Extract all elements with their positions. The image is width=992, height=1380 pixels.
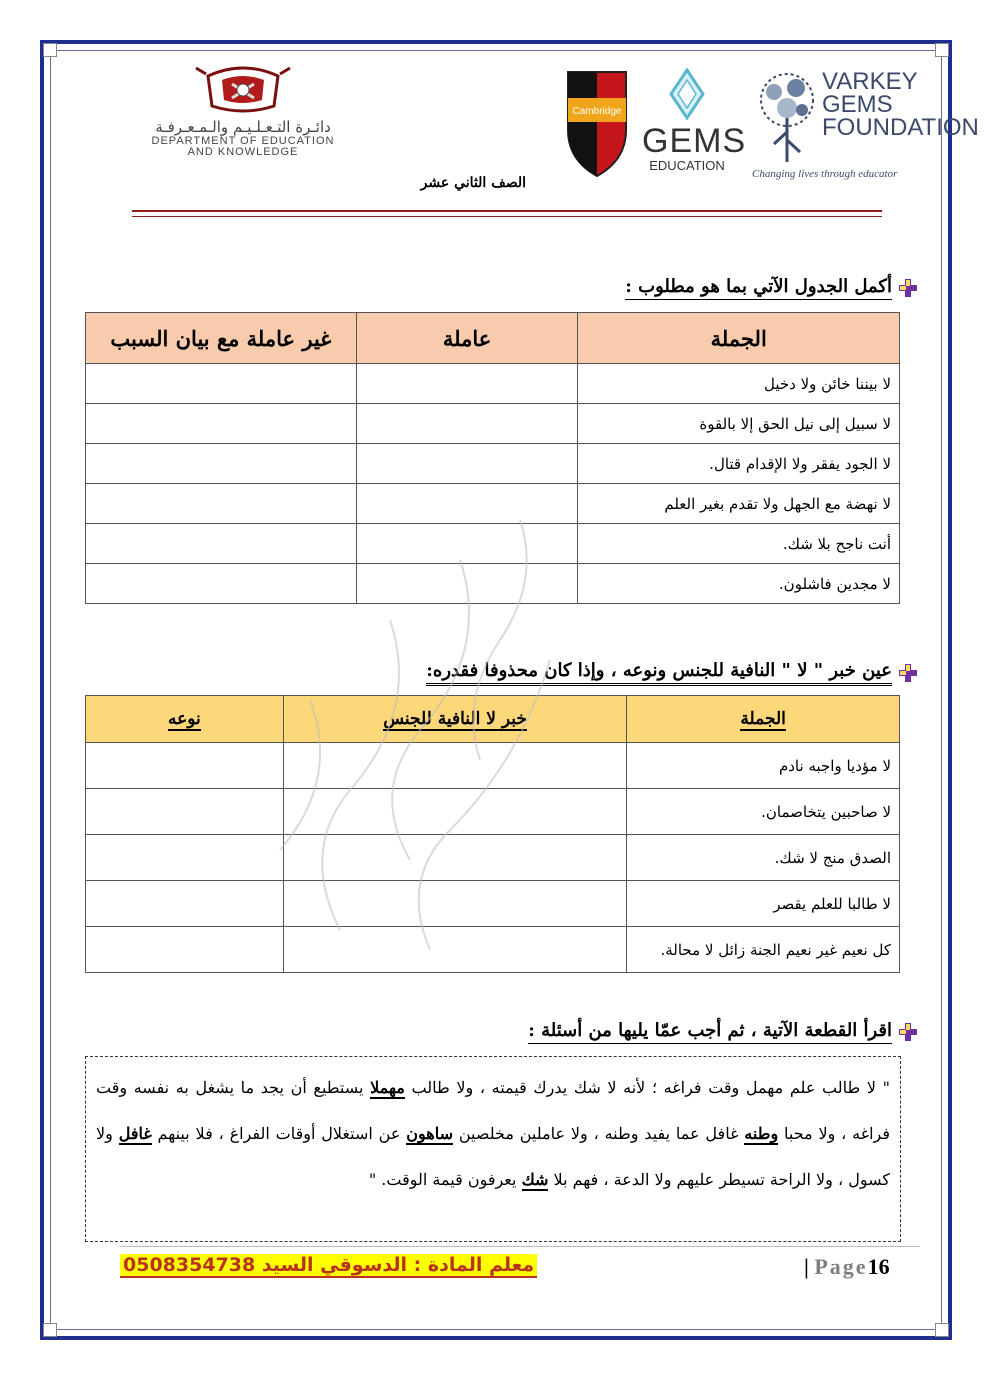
cambridge-shield-logo	[566, 70, 628, 178]
sentence-cell: كل نعيم غير نعيم الجنة زائل لا محالة.	[627, 927, 900, 973]
page-number-value: 16	[867, 1254, 890, 1279]
passage-keyword: ساهون	[406, 1124, 453, 1143]
emblem-icon	[188, 66, 298, 116]
passage-keyword: مهملا	[370, 1078, 405, 1097]
corner-ornament	[935, 1323, 949, 1337]
section1-heading	[625, 276, 918, 300]
department-logo	[88, 66, 398, 166]
department-name-english-2: AND KNOWLEDGE	[187, 146, 299, 158]
passage-keyword: وطنه	[744, 1124, 779, 1143]
department-name-arabic: دائـرة التـعـلـيـم والـمـعـرفـة	[155, 118, 331, 136]
corner-ornament	[43, 1323, 57, 1337]
passage-text: يستطيع أن يجد ما يشغل به نفسه وقت فراغه ، ولا محبا	[96, 1078, 891, 1143]
passage-text: ولا كسول ، ولا الراحة تسيطر عليهم ولا الدعة ، فهم بلا	[96, 1124, 890, 1189]
teacher-contact: معلم المادة : الدسوقي السيد 0508354738	[120, 1254, 537, 1278]
varkey-line-3: FOUNDATION	[822, 114, 979, 141]
section2-heading-text: عين خبر " لا " النافية للجنس ونوعه ، وإذا كان محذوفا فقدره:	[426, 660, 892, 686]
column-header	[627, 696, 900, 743]
column-header-text: نوعه	[167, 709, 201, 729]
varkey-foundation-logo	[752, 68, 979, 192]
column-header: غير عاملة مع بيان السبب	[86, 313, 357, 364]
section3-heading-text: اقرأ القطعة الآتية ، ثم أجب عمّا يليها من أسئلة :	[528, 1020, 892, 1044]
sentence-cell: الصدق منج لا شك.	[627, 835, 900, 881]
passage-text: غافل عما يفيد وطنه ، ولا عاملين مخلصين	[452, 1124, 745, 1143]
passage-text: يعرفون قيمة الوقت. "	[368, 1170, 522, 1189]
answer-cell[interactable]	[356, 444, 578, 484]
department-name-english: DEPARTMENT OF EDUCATION	[151, 135, 335, 147]
reading-passage	[85, 1056, 901, 1242]
page-separator: |	[804, 1254, 809, 1279]
passage-keyword: غافل	[118, 1124, 152, 1143]
passage-keyword: شك	[521, 1170, 549, 1189]
grade-label: الصف الثاني عشر	[420, 175, 526, 191]
sentence-cell: لا بيننا خائن ولا دخيل	[578, 364, 900, 404]
answer-cell[interactable]	[86, 444, 357, 484]
gems-subtitle: EDUCATION	[649, 158, 725, 173]
column-header: عاملة	[356, 313, 578, 364]
section1-heading-text: أكمل الجدول الآتي بما هو مطلوب :	[625, 276, 892, 300]
section3-heading	[528, 1020, 918, 1044]
varkey-line-2: GEMS	[822, 91, 893, 118]
varkey-line-1: VARKEY	[822, 68, 918, 95]
table-row	[86, 444, 900, 484]
table-row	[86, 364, 900, 404]
answer-cell[interactable]	[356, 404, 578, 444]
passage-text: " لا طالب علم مهمل وقت فراغه ؛ لأنه لا شك يدرك قيمته ، ولا طالب	[404, 1078, 890, 1097]
bullet-plus-icon	[898, 1022, 918, 1042]
varkey-wordmark	[822, 70, 979, 139]
cambridge-label: Cambridge	[572, 106, 622, 117]
passage-text: عن استغلال أوقات الفراغ ، فلا بينهم	[151, 1124, 407, 1143]
sentence-cell: لا الجود يفقر ولا الإقدام قتال.	[578, 444, 900, 484]
page-word: Page	[814, 1254, 868, 1279]
page-number	[804, 1254, 890, 1280]
footer-divider	[120, 1246, 920, 1247]
table-header-row	[86, 313, 900, 364]
diamond-icon	[667, 68, 707, 120]
answer-cell[interactable]	[86, 404, 357, 444]
sentence-cell: لا سبيل إلى نيل الحق إلا بالقوة	[578, 404, 900, 444]
column-header: الجملة	[578, 313, 900, 364]
sentence-cell: لا مؤديا واجبه نادم	[627, 743, 900, 789]
answer-cell[interactable]	[86, 364, 357, 404]
sentence-cell: لا طالبا للعلم يقصر	[627, 881, 900, 927]
sentence-cell: لا صاحبين يتخاصمان.	[627, 789, 900, 835]
table-row	[86, 404, 900, 444]
column-header-text: الجملة	[740, 709, 786, 729]
varkey-tagline: Changing lives through educator	[752, 168, 898, 180]
tree-icon	[752, 70, 822, 166]
column-header-text: خبر لا النافية للجنس	[383, 709, 527, 729]
bullet-plus-icon	[898, 278, 918, 298]
header-divider-thin	[132, 216, 882, 217]
sentence-cell: أنت ناجح بلا شك.	[578, 524, 900, 564]
bullet-plus-icon	[898, 663, 918, 683]
answer-cell[interactable]	[356, 364, 578, 404]
header-divider	[132, 210, 882, 212]
watermark-graphic	[220, 500, 600, 960]
corner-ornament	[43, 43, 57, 57]
corner-ornament	[935, 43, 949, 57]
gems-education-logo	[642, 68, 747, 173]
gems-wordmark: GEMS	[642, 122, 747, 160]
sentence-cell: لا مجدين فاشلون.	[578, 564, 900, 604]
sentence-cell: لا نهضة مع الجهل ولا تقدم بغير العلم	[578, 484, 900, 524]
